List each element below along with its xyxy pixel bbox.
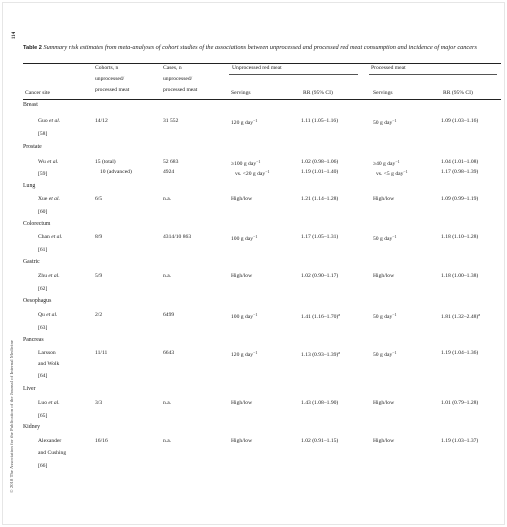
- rr-cell: 1.41 $(1.16-1.70)^a$: [301, 312, 341, 320]
- header-bottom-rule: [23, 99, 501, 100]
- category-colorectum: Colorectum: [23, 221, 51, 227]
- citation: [58]: [38, 131, 48, 137]
- rr-cell: 1.02 (0.91–1.15): [301, 438, 339, 444]
- servings-cell: High/low: [231, 196, 253, 202]
- citation: [65]: [38, 413, 48, 419]
- cohorts-cell: 14/12: [95, 118, 108, 124]
- servings-cell: 100 g day$^{-1}$: [231, 312, 258, 320]
- table-title: Summary risk estimates from meta-analyses of cohort studies of the associations between unprocessed and processed red meat consumption and incidence of major cancers: [43, 44, 477, 51]
- table-row: Chan et al.: [38, 234, 63, 240]
- header-unprocessed-group: Unprocessed red meat: [232, 65, 282, 71]
- servings-cell: ≥100 g day$^{-1}$: [231, 159, 261, 167]
- rr-cell: 1.18 (1.10–1.28): [441, 234, 479, 240]
- rr-cell: 1.04 (1.01–1.08): [441, 159, 479, 165]
- servings-cell: High/low: [231, 400, 253, 406]
- cases-cell: 4314/10 863: [163, 234, 192, 240]
- header-cases-1: Cases, n: [163, 65, 182, 71]
- table-row: Qu et al.: [38, 312, 58, 318]
- cohorts-cell: 16/16: [95, 438, 108, 444]
- servings-cell: High/low: [373, 400, 395, 406]
- rr-cell: 1.81 $(1.32-2.48)^a$: [441, 312, 481, 320]
- rr-cell: 1.17 (1.05–1.31): [301, 234, 339, 240]
- cases-cell: n.a.: [163, 273, 172, 279]
- author-continued: and Wolk: [38, 361, 60, 367]
- table-row: Wu et al.: [38, 159, 59, 165]
- category-prostate: Prostate: [23, 144, 42, 150]
- servings-cell: 50 g day$^{-1}$: [373, 118, 397, 126]
- rr-cell: 1.09 (0.99–1.19): [441, 196, 479, 202]
- header-cohorts-2: unprocessed/: [95, 76, 125, 82]
- table-row: Larsson: [38, 350, 56, 356]
- cohorts-cell: 8/9: [95, 234, 103, 240]
- unprocessed-group-rule: [229, 74, 358, 75]
- servings-cell: 50 g day$^{-1}$: [373, 234, 397, 242]
- rr-cell: 1.09 (1.03–1.16): [441, 118, 479, 124]
- servings-cell: High/low: [231, 438, 253, 444]
- header-servings-unprocessed: Servings: [231, 90, 251, 96]
- servings-cell: ≥40 g day$^{-1}$: [373, 159, 400, 167]
- cases-cell: 4924: [163, 169, 175, 175]
- servings-cell: High/low: [373, 273, 395, 279]
- rr-cell: 1.19 (1.03–1.37): [441, 438, 479, 444]
- table-row: Guo et al.: [38, 118, 61, 124]
- servings-cell: 100 g day$^{-1}$: [231, 234, 258, 242]
- servings-cell: 120 g day$^{-1}$: [231, 350, 258, 358]
- servings-cell: High/low: [373, 196, 395, 202]
- cohorts-cell: 15 (total): [95, 159, 116, 165]
- citation: [62]: [38, 286, 48, 292]
- citation: [64]: [38, 373, 48, 379]
- servings-cell: High/low: [231, 273, 253, 279]
- cases-cell: 31 552: [163, 118, 179, 124]
- rr-cell: 1.02 (0.90–1.17): [301, 273, 339, 279]
- category-oesophagus: Oesophagus: [23, 298, 52, 304]
- cases-cell: n.a.: [163, 196, 172, 202]
- table-caption: [23, 44, 501, 53]
- citation: [66]: [38, 463, 48, 469]
- header-rr-processed: RR (95% CI): [443, 90, 473, 96]
- table-label: Table 2: [23, 45, 42, 51]
- header-cases-3: processed meat: [163, 87, 198, 93]
- header-cancer-site: Cancer site: [25, 90, 51, 96]
- cohorts-cell: 3/3: [95, 400, 103, 406]
- header-rr-unprocessed: RR (95% CI): [303, 90, 333, 96]
- cohorts-cell: 5/9: [95, 273, 103, 279]
- cohorts-cell: 6/5: [95, 196, 103, 202]
- servings-cell: vs. <20 g day$^{-1}$: [235, 169, 270, 177]
- cohorts-cell: 10 (advanced): [100, 169, 132, 175]
- rr-cell: 1.21 (1.14–1.28): [301, 196, 339, 202]
- header-cohorts-1: Cohorts, n: [95, 65, 119, 71]
- citation: [63]: [38, 325, 48, 331]
- header-cases-2: unprocessed/: [163, 76, 193, 82]
- category-breast: Breast: [23, 102, 38, 108]
- header-servings-processed: Servings: [373, 90, 393, 96]
- servings-cell: 50 g day$^{-1}$: [373, 312, 397, 320]
- citation: [61]: [38, 247, 48, 253]
- category-kidney: Kidney: [23, 424, 41, 430]
- rr-cell: 1.18 (1.00–1.38): [441, 273, 479, 279]
- servings-cell: High/low: [373, 438, 395, 444]
- header-cohorts-3: processed meat: [95, 87, 130, 93]
- table-row: Alexander: [38, 438, 62, 444]
- page-margin: [9, 33, 19, 493]
- author-continued: and Cushing: [38, 450, 67, 456]
- servings-cell: 50 g day$^{-1}$: [373, 350, 397, 358]
- journal-page: [2, 2, 505, 525]
- citation: [60]: [38, 209, 48, 215]
- rr-cell: 1.17 (0.98–1.39): [441, 169, 479, 175]
- citation: [59]: [38, 171, 48, 177]
- rr-cell: 1.43 (1.08–1.90): [301, 400, 339, 406]
- servings-cell: 120 g day$^{-1}$: [231, 118, 258, 126]
- rr-cell: 1.01 (0.79–1.28): [441, 400, 479, 406]
- category-pancreas: Pancreas: [23, 337, 44, 343]
- table-row: Xue et al.: [38, 196, 60, 202]
- cohorts-cell: 11/11: [95, 350, 108, 356]
- rr-cell: 1.13 $(0.93-1.39)^a$: [301, 350, 341, 358]
- rr-cell: 1.11 (1.05–1.16): [301, 118, 339, 124]
- category-gastric: Gastric: [23, 259, 40, 265]
- table-row: Luo et al.: [38, 400, 60, 406]
- cases-cell: 52 683: [163, 159, 179, 165]
- cases-cell: 6643: [163, 350, 175, 356]
- rr-cell: 1.19 (1.04–1.36): [441, 350, 479, 356]
- rr-cell: 1.19 (1.01–1.40): [301, 169, 339, 175]
- cases-cell: n.a.: [163, 438, 172, 444]
- rr-cell: 1.02 (0.98–1.06): [301, 159, 339, 165]
- category-liver: Liver: [23, 386, 36, 392]
- copyright-notice: © 2018 The Association for the Publication of the Journal of Internal Medicine: [9, 339, 14, 493]
- cases-cell: 6499: [163, 312, 175, 318]
- cases-cell: n.a.: [163, 400, 172, 406]
- page-number: 114: [12, 31, 18, 40]
- processed-group-rule: [369, 74, 497, 75]
- header-processed-group: Processed meat: [371, 65, 406, 71]
- servings-cell: vs. <5 g day$^{-1}$: [376, 169, 408, 177]
- cohorts-cell: 2/2: [95, 312, 103, 318]
- table-row: Zhu et al.: [38, 273, 60, 279]
- category-lung: Lung: [23, 183, 36, 189]
